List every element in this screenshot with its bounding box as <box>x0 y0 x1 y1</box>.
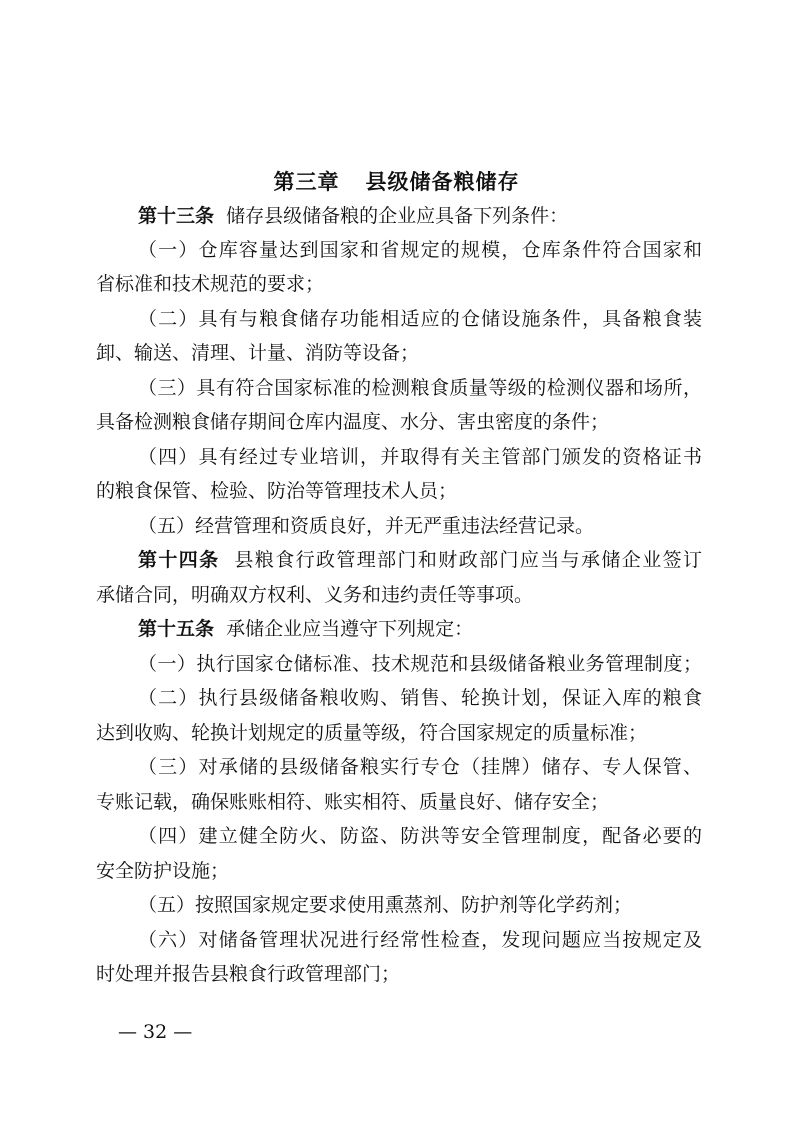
article-text: 储存县级储备粮的企业应具备下列条件： <box>226 205 569 227</box>
paragraph-line: 卸、输送、清理、计量、消防等设备； <box>96 342 420 364</box>
paragraph-line: （五）经营管理和资质良好，并无严重违法经营记录。 <box>138 515 595 537</box>
paragraph-line: 专账记载，确保账账相符、账实相符、质量良好、储存安全； <box>96 791 610 813</box>
paragraph-line: （二）执行县级储备粮收购、销售、轮换计划，保证入库的粮食 <box>138 687 702 709</box>
article-13-heading <box>138 202 702 230</box>
chapter-name: 县级储备粮储存 <box>365 170 520 194</box>
paragraph-line: （六）对储备管理状况进行经常性检查，发现问题应当按规定及 <box>138 929 702 951</box>
paragraph-line: 安全防护设施； <box>96 860 230 882</box>
paragraph-line: （四）建立健全防火、防盗、防洪等安全管理制度，配备必要的 <box>138 825 702 847</box>
paragraph-line: 时处理并报告县粮食行政管理部门； <box>96 963 401 985</box>
paragraph-line: （四）具有经过专业培训，并取得有关主管部门颁发的资格证书 <box>138 446 702 468</box>
paragraph-line: （二）具有与粮食储存功能相适应的仓储设施条件，具备粮食装 <box>138 308 702 330</box>
paragraph-line: （一）仓库容量达到国家和省规定的规模，仓库条件符合国家和 <box>138 239 702 261</box>
chapter-number: 第三章 <box>273 170 340 194</box>
article-14-heading <box>138 546 702 574</box>
paragraph-line: （三）对承储的县级储备粮实行专仓（挂牌）储存、专人保管、 <box>138 756 702 778</box>
article-15-heading <box>138 615 702 643</box>
chapter-title <box>0 168 793 196</box>
paragraph-line: 的粮食保管、检验、防治等管理技术人员； <box>96 480 458 502</box>
article-number: 第十三条 <box>138 205 215 227</box>
paragraph-line: （三）具有符合国家标准的检测粮食质量等级的检测仪器和场所， <box>138 377 702 399</box>
paragraph-line: 省标准和技术规范的要求； <box>96 273 325 295</box>
article-number: 第十四条 <box>138 549 220 571</box>
article-text: 承储企业应当遵守下列规定： <box>226 618 474 640</box>
paragraph-line: 达到收购、轮换计划规定的质量等级，符合国家规定的质量标准； <box>96 722 648 744</box>
article-text: 县粮食行政管理部门和财政部门应当与承储企业签订 <box>234 549 702 571</box>
paragraph-line: 具备检测粮食储存期间仓库内温度、水分、害虫密度的条件； <box>96 411 610 433</box>
paragraph-line: 承储合同，明确双方权利、义务和违约责任等事项。 <box>96 584 534 606</box>
paragraph-line: （五）按照国家规定要求使用熏蒸剂、防护剂等化学药剂； <box>138 894 633 916</box>
article-number: 第十五条 <box>138 618 215 640</box>
page-number: — 32 — <box>118 1021 193 1043</box>
paragraph-line: （一）执行国家仓储标准、技术规范和县级储备粮业务管理制度； <box>138 653 702 675</box>
